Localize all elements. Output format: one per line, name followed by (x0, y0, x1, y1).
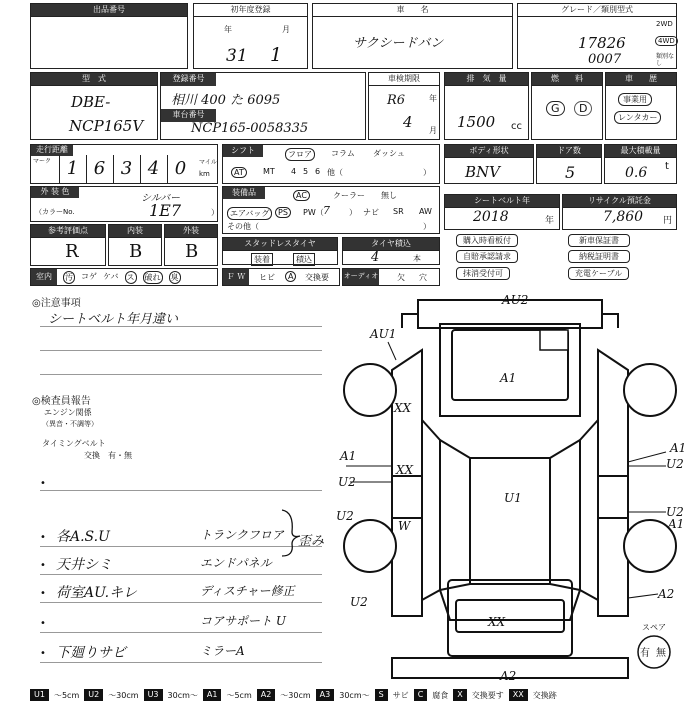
registration-label: 登録番号 (161, 73, 216, 86)
mark-u2-right-rear: U2 (666, 457, 684, 471)
inspector-item-left: 下廻りサビ (56, 645, 126, 661)
grade-box (517, 3, 677, 69)
shift-other: 他（ (327, 168, 343, 177)
mileage-label: 走行距離 (31, 145, 73, 156)
displacement-box (444, 72, 529, 140)
interior-grade-label: 内装 (109, 225, 161, 238)
paper-charge-cable: 充電ケーブル (568, 267, 629, 280)
notes-rule-1 (40, 326, 322, 327)
legend-code: A2 (257, 689, 276, 701)
car-name-box (312, 3, 513, 69)
doors-label: ドア数 (537, 145, 601, 158)
audio-box (342, 268, 440, 286)
notes-rule-2 (40, 350, 322, 351)
paper-cancellation: 抹消受付可 (456, 267, 510, 280)
recycle-unit: 円 (663, 216, 673, 226)
mark-u2-left: U2 (338, 475, 356, 489)
month-unit: 月 (282, 25, 290, 34)
legend-code: U2 (84, 689, 103, 701)
recycle-box (562, 194, 677, 230)
seatbelt-box (444, 194, 560, 230)
paper-warranty: 新車保証書 (568, 234, 630, 247)
fw-replace: 交換要 (305, 273, 329, 282)
interior-condition-box (30, 268, 218, 286)
history-business: 事業用 (618, 93, 652, 106)
shift-5: 5 (303, 167, 309, 176)
first-reg-month: 1 (270, 44, 283, 66)
inspector-bullet: • (40, 532, 46, 543)
displacement-value: 1500 (457, 113, 496, 131)
cc-unit: cc (511, 121, 522, 132)
displacement-label: 排 気 量 (445, 73, 528, 86)
legend-item (316, 688, 375, 702)
inspector-bullet: • (40, 618, 46, 629)
car-name-value: サクシードバン (353, 36, 444, 51)
legend-item (509, 688, 562, 702)
studless-loaded: 積込 (293, 253, 315, 266)
mark-a2-right: A2 (658, 587, 675, 601)
inspection-year: R6 (387, 93, 406, 108)
capacity-unit: t (665, 161, 669, 172)
ref-grade-box (30, 224, 106, 266)
interior-item: ケバ (103, 272, 119, 281)
legend-desc: ～5cm (226, 690, 252, 700)
drive-2wd: 2WD (656, 20, 673, 28)
interior-item: コゲ (81, 272, 97, 281)
legend-desc: 交換要す (471, 690, 504, 700)
mark-u1-roof: U1 (504, 491, 522, 505)
audio-missing: 欠 (397, 273, 405, 282)
chassis-label: 車台番号 (161, 109, 216, 122)
recycle-label: リサイクル預託金 (563, 195, 676, 208)
papers-box (444, 232, 677, 284)
shift-column: コラム (331, 149, 355, 158)
equip-aw: AW (419, 207, 432, 216)
equip-cooler: クーラー (333, 191, 365, 200)
mark-a1-hood: A1 (500, 371, 517, 385)
body-type-value: BNV (465, 163, 500, 181)
inspector-item-left: 天井シミ (56, 557, 112, 573)
shift-floor: フロア (285, 148, 315, 161)
capacity-value: 0.6 (625, 165, 648, 181)
mileage-mark-label: マーク (33, 158, 52, 165)
fuel-label: 燃 料 (532, 73, 602, 86)
legend-item (144, 688, 203, 702)
odometer-digit: 6 (86, 155, 112, 183)
shift-mt: MT (263, 167, 275, 176)
legend-item (30, 688, 84, 702)
inspector-title: ◎検査員報告 (32, 396, 91, 407)
legend-code: A3 (316, 689, 335, 701)
inspector-bullet: • (40, 560, 46, 571)
notes-rule-3 (40, 374, 322, 375)
studless-mounted: 装着 (251, 253, 273, 266)
fw-label: Ｆ Ｗ (223, 269, 249, 285)
recycle-value: 7,860 (603, 209, 644, 225)
timing-label: タイミングベルト (42, 439, 106, 448)
seatbelt-unit: 年 (545, 216, 555, 226)
inspector-rule (40, 602, 322, 603)
exterior-grade-value: B (185, 241, 199, 262)
engine-label: エンジン関係 (44, 408, 92, 417)
history-rental: レンタカー (614, 111, 661, 124)
interior-item: ス (126, 273, 135, 282)
ref-grade-value: R (65, 241, 79, 262)
equipment-box (222, 186, 440, 234)
ref-grade-label: 参考評価点 (31, 225, 105, 238)
inspector-item-right: エンドパネル (200, 556, 272, 570)
lot-number-label: 出品番号 (31, 4, 187, 17)
equip-pw-value: 7 (323, 204, 330, 217)
fuel-box (531, 72, 603, 140)
equip-ac: AC (293, 190, 310, 201)
legend-desc: ～30cm (108, 690, 139, 700)
odometer-digit: 3 (113, 155, 139, 183)
car-diagram (330, 290, 700, 690)
legend-code: S (375, 689, 388, 701)
mark-au1: AU1 (370, 327, 397, 341)
legend-item (453, 688, 508, 702)
engine-sub: （異音・不調等） (42, 420, 98, 428)
studless-box (222, 237, 338, 265)
spare-no: 無 (656, 648, 666, 659)
inspector-item-left: 各A.S.U (56, 529, 110, 545)
legend-desc: ～30cm (280, 690, 311, 700)
inspection-box (368, 72, 440, 140)
interior-grade-box (108, 224, 162, 266)
inspector-bullet: • (40, 648, 46, 659)
first-registration-box (193, 3, 308, 69)
notes-title: ◎注意事項 (32, 298, 81, 309)
color-no-close: ） (211, 208, 219, 217)
grade-code-2: 0007 (588, 52, 622, 67)
history-label: 車 歴 (606, 73, 676, 86)
tire-load-box (342, 237, 440, 265)
model-value-2: NCP165V (69, 117, 144, 135)
timing-exchange: 交換 有・無 (84, 451, 132, 460)
unit-mile: マイル (199, 159, 217, 166)
color-value-2: 1E7 (149, 201, 182, 220)
interior-item: 臭 (170, 273, 179, 282)
fw-a: A (285, 271, 296, 282)
color-label: 外 装 色 (31, 187, 79, 198)
first-reg-year: 31 (226, 46, 248, 66)
fw-box (222, 268, 340, 286)
shift-at: AT (231, 167, 247, 178)
tire-load-label: タイヤ積込 (343, 238, 439, 251)
legend-item (84, 688, 143, 702)
exterior-grade-label: 外装 (165, 225, 217, 238)
drive-4wd: 4WD (655, 36, 678, 46)
inspector-rule (40, 574, 322, 575)
mark-xx-rear: XX (488, 615, 506, 629)
shift-6: 6 (315, 167, 321, 176)
legend-item (203, 688, 257, 702)
equip-none: 無し (381, 191, 397, 200)
brace-note: 歪み (298, 534, 325, 549)
paper-purchase-sign: 購入時看板付 (456, 234, 518, 247)
legend-desc: 交換跡 (532, 690, 557, 700)
body-type-label: ボディ形状 (445, 145, 533, 158)
model-label: 型 式 (31, 73, 157, 86)
shift-other-close: ） (423, 168, 431, 177)
grade-label: グレード／類別型式 (518, 4, 676, 17)
odometer-digit: 4 (140, 155, 166, 183)
mark-u2-left-rear: U2 (336, 509, 354, 523)
fuel-diesel: D (574, 101, 592, 116)
equip-pw: PW（ (303, 208, 324, 217)
spare-label: スペア (642, 623, 666, 632)
legend-code: A1 (203, 689, 222, 701)
equip-ps: PS (275, 207, 291, 218)
paper-liability: 自賠承認請求 (456, 250, 518, 263)
interior-items (63, 271, 181, 284)
equip-pw-close: ） (349, 208, 357, 217)
seatbelt-value: 2018 (473, 209, 509, 225)
mark-a1-left: A1 (340, 449, 357, 463)
legend-desc: ～5cm (53, 690, 80, 700)
model-value-1: DBE- (71, 93, 111, 111)
legend-item (414, 688, 454, 702)
notes-line-1: シートベルト年月違い (48, 312, 179, 327)
equipment-label: 装備品 (223, 187, 265, 199)
fw-crack: ヒビ (259, 273, 275, 282)
body-type-box (444, 144, 534, 184)
seatbelt-label: シートベルト年 (445, 195, 559, 208)
equip-other: その他（ (227, 222, 259, 231)
inspection-year-unit: 年 (429, 94, 437, 103)
inspector-rule (40, 632, 322, 633)
audio-label: オーディオ (343, 269, 379, 285)
shift-dash: ダッシュ (373, 149, 405, 158)
legend-code: X (453, 689, 466, 701)
interior-grade-value: B (129, 241, 143, 262)
legend-desc: 30cm～ (167, 690, 198, 700)
year-unit: 年 (224, 25, 232, 34)
interior-item: 汚 (65, 273, 73, 282)
legend-item (375, 688, 414, 702)
odometer-digit: 1 (59, 155, 85, 183)
tire-load-value: 4 (371, 250, 380, 265)
mark-w-left: W (398, 519, 411, 533)
shift-label: シフト (223, 145, 263, 157)
first-registration-label: 初年度登録 (194, 4, 307, 17)
shift-4: 4 (291, 167, 297, 176)
chassis-value: NCP165-0058335 (191, 121, 309, 136)
legend-item (257, 688, 316, 702)
registration-value: 相川 400 た 6095 (171, 93, 281, 108)
exterior-grade-box (164, 224, 218, 266)
audio-hole: 穴 (419, 273, 427, 282)
legend-code: U3 (144, 689, 163, 701)
interior-condition-label: 室内 (31, 269, 57, 285)
legend-code: C (414, 689, 428, 701)
mileage-box (30, 144, 218, 184)
equip-sr: SR (393, 207, 404, 216)
inspector-item-right: ミラーA (200, 644, 245, 658)
inspector-rule (40, 662, 322, 663)
capacity-label: 最大積載量 (605, 145, 676, 158)
inspector-item-right: ディスチャー修正 (200, 584, 295, 598)
registration-box (160, 72, 366, 140)
tire-load-unit: 本 (413, 254, 421, 263)
mark-au2: AU2 (502, 293, 529, 307)
legend-desc: サビ (392, 690, 409, 700)
mark-a1-right: A1 (668, 517, 685, 531)
legend-code: U1 (30, 689, 49, 701)
fuel-gas: G (546, 101, 565, 116)
mark-xx-front-left: XX (394, 401, 412, 415)
doors-value: 5 (565, 163, 576, 182)
inspection-label: 車検期限 (369, 73, 439, 86)
equip-navi: ナビ (363, 208, 379, 217)
mark-xx-left-door: XX (396, 463, 414, 477)
equip-airbag: エアバッグ (227, 207, 272, 220)
legend-code: XX (509, 689, 528, 701)
model-box (30, 72, 158, 140)
inspector-item-left: 荷室AU.キレ (56, 585, 137, 601)
grade-code-1: 17826 (578, 34, 626, 52)
inspector-rule (40, 490, 322, 491)
shift-box (222, 144, 440, 184)
inspector-item-right: コアサポート U (200, 614, 286, 628)
drive-other: 類別なし (656, 53, 675, 67)
car-name-label: 車 名 (313, 4, 512, 17)
studless-label: スタッドレスタイヤ (223, 238, 337, 251)
inspector-bullet: • (40, 588, 46, 599)
mark-u2-right: U2 (666, 505, 684, 519)
damage-legend (30, 688, 700, 700)
paper-tax: 納税証明書 (568, 250, 630, 263)
history-box (605, 72, 677, 140)
equip-other-close: ） (423, 222, 431, 231)
interior-item: 破れ (144, 273, 161, 282)
inspector-item-right: トランクフロア (200, 528, 284, 542)
odometer-digit: 0 (167, 155, 193, 183)
color-value-1: シルバー (141, 193, 181, 204)
legend-desc: 腐食 (432, 690, 449, 700)
brace-mark (280, 508, 302, 558)
mark-u2-rear-left: U2 (350, 595, 368, 609)
doors-box (536, 144, 602, 184)
inspector-bullet: • (40, 478, 46, 489)
unit-km: km (199, 170, 210, 178)
spare-yes: 有 (640, 648, 650, 659)
mark-a2-rear: A2 (500, 669, 517, 683)
inspection-month: 4 (403, 113, 413, 131)
color-box (30, 186, 218, 222)
mark-a1-right-2: A1 (670, 441, 687, 455)
lot-number-box (30, 3, 188, 69)
capacity-box (604, 144, 677, 184)
legend-desc: 30cm～ (339, 690, 370, 700)
color-no-label: （カラーNo. (35, 208, 75, 216)
inspection-month-unit: 月 (429, 126, 437, 135)
